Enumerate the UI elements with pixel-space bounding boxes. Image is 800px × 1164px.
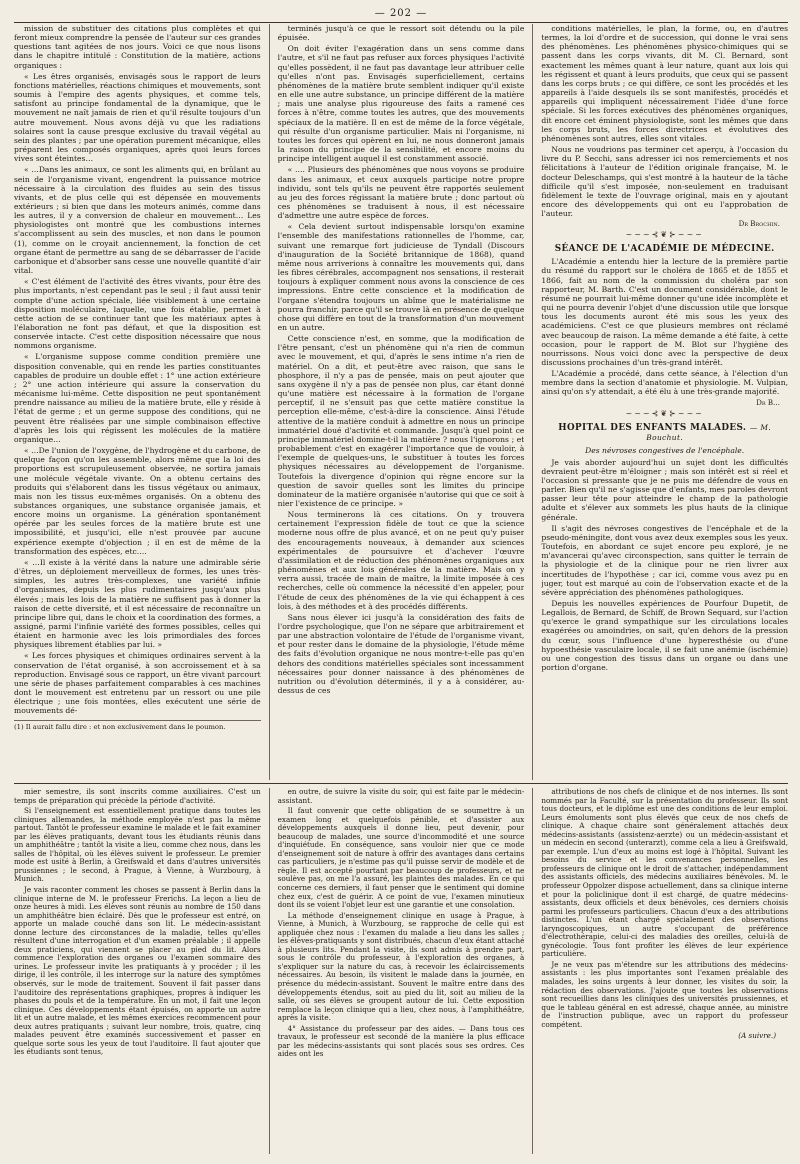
paragraph: Je ne veux pas m'étendre sur les attributions des médecins-assistants : les plus importantes sont l'examen préalable des malades, les soins urgents à leur donner, les visites du soir, la rédaction des observations. J'ajoute que toutes les observations sont recueillies dans les cliniques des universités prussiennes, et que le tableau général en est adressé, chaque année, au ministre de l'instruction publique, avec un rapport du professeur compétent. — [541, 959, 789, 1029]
section-subheading: Des névroses congestives de l'encéphale. — [585, 445, 745, 455]
signature-b: Dr B… — [756, 398, 781, 407]
paragraph: Nous terminerons là ces citations. On y trouvera certainement l'expression fidèle de tout ce que la science moderne nous offre de plus avancé, et on ne peut qu'y puiser des encouragements nouveaux, à demander aux sciences expérimentales de poursuivre et d'achever l'œuvre d'assimilation et de réduction des phénomènes organiques aux phénomènes et aux lois générales de la matière. Mais on y verra aussi, tracée de main de maître, la limite imposée à ces recherches, celle où commence la nécessité d'en appeler, pour l'étude de ceux des phénomènes de la vie qui échappent à ces lois, à des méthodes et à des procédés différents. — [277, 510, 525, 611]
lower-column-3 — [541, 788, 788, 1154]
paragraph: « …De l'union de l'oxygène, de l'hydrogène et du carbone, de quelque façon qu'on les assemble, alors même que la loi des proportions est scrupuleusement observée, ne sortira jamais une molécule végétale vivante. On a obtenu certains des produits qui s'élaborent dans les tissus végétaux ou animaux, mais non les tissus eux-mêmes organisés. On a obtenu des substances organiques, une substance organisée jamais, et encore moins un organisme. La génération spontanément opérée par les seules forces de la matière brute est une impossibilité, et jusqu'ici, elle n'est prouvée par aucune expérience exempte d'objection ; il en est de même de la transformation des espèces, etc.… — [14, 446, 261, 556]
column-divider — [532, 24, 533, 780]
footnote: (1) Il aurait fallu dire : et non exclusivement dans le poumon. — [14, 720, 261, 731]
paragraph: La méthode d'enseignement clinique en usage à Prague, à Vienne, à Munich, à Wurzbourg, se rapproche de celle qui est appliquée chez nous : l'examen du malade a lieu dans les salles ; les élèves-pratiquants y sont distribués, chacun d'eux étant attaché à plusieurs lits. Pendant la visite, ils sont admis à prendre part, sous le contrôle du professeur, à l'exploration des organes, à s'expliquer sur la nature du cas, à recevoir les éclaircissements nécessaires. Au besoin, ils visitent le malade dans la journée, en présence du médecin-assistant. Souvent le maître entre dans des développements étendus, soit au pied du lit, soit au milieu de la salle, où ses élèves se groupent autour de lui. Cette exposition remplace la leçon clinique qui a lieu, chez nous, à l'amphithéâtre, après la visite. — [277, 910, 525, 1023]
section-heading-academie: SÉANCE DE L'ACADÉMIE DE MÉDECINE. — [554, 244, 775, 255]
paragraph: mier semestre, ils sont inscrits comme auxiliaires. C'est un temps de préparation qui précède la période d'activité. — [14, 788, 261, 805]
paragraph: mission de substituer des citations plus complètes et qui feront mieux comprendre la pensée de l'auteur sur ces grandes questions tant agitées de nos jours. Voici ce que nous lisons dans le chapitre intitulé : Constitution de la matière, actions organiques : — [14, 24, 261, 70]
paragraph: « Cela devient surtout indispensable lorsqu'on examine l'ensemble des manifestations rationnelles de l'homme, car, suivant une remarque fort judicieuse de Tyndall (Discours d'inauguration de la Société britannique de 1868), quand même nous arriverions à connaître les mouvements qui, dans les fibres cérébrales, accompagnent nos sensations, il resterait toujours à expliquer comment nous avons la conscience de ces impressions. Entre cette conscience et la modification de l'organe s'étendra toujours un abîme que le matérialisme ne pourra franchir, parce qu'il se trouve là en présence de quelque chose qui diffère en tout de la transformation d'un mouvement en un autre. — [277, 222, 525, 332]
paragraph: On doit éviter l'exagération dans un sens comme dans l'autre, et s'il ne faut pas refuser aux forces physiques l'activité qu'elles possèdent, il ne faut pas davantage leur attribuer celle qu'elles n'ont pas. Envisagés superficiellement, certains phénomènes de la matière brute semblent indiquer qu'il existe en elle une autre substance, un principe différent de la matière ; mais une analyse plus rigoureuse des faits a ramené ces forces à n'être, comme toutes les autres, que des mouvements spéciaux de la matière. Il en est de même de la force végétale, qui résulte d'un organisme particulier. Mais ni l'organisme, ni toutes les forces qui opèrent en lui, ne nous donneront jamais la raison du principe de la sensibilité, et encore moins du principe intelligent auquel il est constamment associé. — [277, 44, 525, 164]
heading-author: — M. Bouchut. — [646, 422, 772, 442]
paragraph: « Les êtres organisés, envisagés sous le rapport de leurs fonctions matérielles, réactions chimiques et mouvements, sont soumis à l'empire des agents physiques, et comme tels, satisfont au principe fondamental de la dynamique, que le mouvement ne naît jamais de rien et qu'il résulte toujours d'un autre mouvement. Nous avons déjà vu que les radiations solaires sont la cause presque exclusive du travail végétal au sein des plantes ; par une opération purement mécanique, elles préparent les composés organiques, après quoi leurs forces vives sont éteintes… — [14, 71, 261, 164]
paragraph: Cette conscience n'est, en somme, que la modification de l'être pensant, c'est un phénomène qui n'a rien de commun avec le mouvement, et qui, d'après le sens intime n'a rien de matériel. On a dit, et peut-être avec raison, que sans le phosphore, il n'y a pas de pensée, mais on peut ajouter que sans oxygène il n'y a pas de pensée non plus, car étant donné qu'une matière est nécessaire à la formation de l'organe perceptif, il ne s'ensuit pas que cette matière constitue la perception elle-même, c'est-à-dire la conscience. Ainsi l'étude attentive de la matière conduit à admettre en nous un principe immatériel doué d'activité et commande. Jusqu'à quel point ce principe immatériel domine-t-il la matière ? nous l'ignorons ; et probablement c'est en exagérer l'importance que de vouloir, à l'exemple de quelques-uns, le substituer à toutes les forces physiques nécessaires au développement de l'organisme. Toutefois la divergence d'opinion qui règne encore sur la question de savoir quelles sont les limites du principe dominateur de la matière organisée n'autorise qui que ce soit à nier l'existence de ce principe. » — [277, 334, 525, 508]
lower-section — [14, 788, 788, 1154]
paragraph: Nous ne voudrions pas terminer cet aperçu, à l'occasion du livre du P. Secchi, sans adresser ici nos remerciements et nos félicitations à l'auteur de l'édition originale française, M. le docteur Deleschamps, qui s'est montré à la hauteur de la tâche difficile qu'il s'est imposée, non-seulement en traduisant fidèlement le texte de l'ouvrage original, mais en y ajoutant encore des développements qui ont eu l'approbation de l'auteur. — [541, 145, 789, 219]
paragraph: « …Il existe à la vérité dans la nature une admirable série d'êtres, un déploiement merveilleux de formes, les unes très-simples, les autres très-complexes, une variété infinie d'organismes, depuis les plus rudimentaires jusqu'aux plus élevés ; mais les lois de la matière ne suffisent pas à donner la raison de cette diversité, et il est nécessaire de reconnaître un principe libre qui, dans le choix et la coordination des formes, a assigné, parmi l'infinie variété des formes possibles, celles qui étaient en harmonie avec les lois primordiales des forces physiques librement établies par lui. » — [14, 557, 261, 650]
paragraph: en outre, de suivre la visite du soir, qui est faite par le médecin-assistant. — [277, 788, 525, 805]
heading-title: HOPITAL DES ENFANTS MALADES. — [558, 422, 747, 433]
paragraph: conditions matérielles, le plan, la forme, ou, en d'autres termes, la loi d'ordre et de succession, qui donne le vrai sens des phénomènes. Les phénomènes physico-chimiques qui se passent dans les corps vivants, dit M. Cl. Bernard, sont exactement les mêmes quant à leur nature, quant aux lois qui les régissent et quant à leurs produits, que ceux qui se passent dans les corps bruts ; ce qui diffère, ce sont les procédés et les appareils à l'aide desquels ils se sont manifestés, procédés et appareils qui impliquent nécessairement l'idée d'une force spéciale. Si les forces exécutives des phénomènes organiques, dit encore cet éminent physiologiste, sont les mêmes que dans les corps bruts, les forces directrices et évolutives des phénomènes sont autres, elles sont vitales. — [541, 24, 789, 143]
to-be-continued: (A suivre.) — [738, 1031, 777, 1041]
paragraph: 4° Assistance du professeur par des aides. — Dans tous ces travaux, le professeur est secondé de la manière la plus efficace par les médecins-assistants qui sont placés sous ses ordres. Ces aides ont les — [277, 1023, 525, 1059]
feuilleton-rule — [14, 783, 788, 784]
paragraph: Je vais aborder aujourd'hui un sujet dont les difficultés devraient peut-être m'éloigner ; mais son intérêt est si réel et l'occasion si pressante que je ne puis me défendre de vous en parler. Bien qu'il ne s'agisse que d'enfants, mes paroles devront passer leur tête pour atteindre le champ de la pathologie adulte et s'élever aux sommets les plus hauts de la clinique générale. — [541, 457, 789, 522]
signature-brochin: Dr Brochin. — [738, 220, 781, 229]
newspaper-page — [14, 8, 788, 1156]
column-divider — [532, 788, 533, 1154]
paragraph: « …. Plusieurs des phénomènes que nous voyons se produire dans les animaux, et ceux auxquels participe notre propre individu, sont tels qu'ils ne peuvent être rapportés seulement au jeu des forces régissant la matière brute ; donc partout où ces phénomènes se traduisent à nous, il est nécessaire d'admettre une autre espèce de forces. — [277, 165, 525, 221]
column-3 — [541, 24, 788, 780]
page-number: — 202 — — [374, 8, 428, 19]
paragraph: Il s'agit des névroses congestives de l'encéphale et de la pseudo-méningite, dont vous avez deux exemples sous les yeux. Toutefois, en abordant ce sujet encore peu exploré, je ne m'avancerai qu'avec circonspection, sans quitter le terrain de la physiologie et de la clinique pour ne rien livrer aux incertitudes de l'hypothèse ; car ici, comme vous avez pu en juger, tout est marqué au coin de l'observation exacte et de la sévère appréciation des phénomènes pathologiques. — [541, 523, 789, 597]
ornament-divider: ~~~⊰❦⊱~~~ — [625, 230, 704, 240]
column-2 — [278, 24, 525, 780]
paragraph: terminés jusqu'à ce que le ressort soit détendu ou la pile épuisée. — [277, 24, 525, 43]
ornament-divider: ~~~⊰❦⊱~~~ — [625, 408, 704, 418]
paragraph: « Les forces physiques et chimiques ordinaires servent à la conservation de l'état organisé, à son accroissement et à sa reproduction. Envisagé sous ce rapport, un être vivant parcourt une série de phases parfaitement comparables à ces machines dont le mouvement est entretenu par un ressort ou une pile électrique ; une fois montées, elles exécutent une série de mouvements dé- — [14, 651, 261, 716]
column-divider — [269, 788, 270, 1154]
paragraph: Il faut convenir que cette obligation de se soumettre à un examen long et quelquefois pénible, et d'assister aux développements auxquels il donne lieu, peut devenir, pour beaucoup de malades, une source d'incommodité et une source d'inquiétude. En conséquence, sans vouloir nier que ce mode d'enseignement soit de nature à offrir des avantages dans certains cas particuliers, je n'estime pas qu'il puisse servir de modèle et de règle. Il est accepté pourtant par beaucoup de professeurs, et ne soulève pas, on me l'a assuré, les plaintes des malades. En ce qui concerne ces derniers, il faut penser que le sentiment qui domine chez eux, c'est de guérir. A ce point de vue, l'examen minutieux dont ils se voient l'objet leur est une garantie et une consolation. — [277, 806, 525, 910]
paragraph: « L'organisme suppose comme condition première une disposition convenable, qui en rende les parties constituantes capables de produire un double effet : 1° une action extérieure ; 2° une action intérieure qui assure la conservation du mécanisme lui-même. Cette disposition ne peut spontanément prendre naissance au milieu de la matière brute, elle y réside à l'état de germe ; et un germe suppose des conditions, qui ne peuvent être réalisées par une simple combinaison effective d'après les lois qui régissent les molécules de la matière organique… — [14, 352, 261, 444]
top-rule — [14, 22, 788, 23]
lower-column-2 — [278, 788, 525, 1154]
paragraph: attributions de nos chefs de clinique et de nos internes. Ils sont nommés par la Faculté, sur la présentation du professeur. Ils sont tous docteurs, et le diplôme est une des conditions de leur emploi. Leurs émoluments sont plus élevés que ceux de nos chefs de clinique. A chaque chaire sont généralement attachés deux médecins-assistants (assistenz-aerzte) ou un médecin-assistant et un médecin en second (unterarzt), comme cela a lieu à Greifswald, par exemple. L'un d'eux au moins est logé à l'hôpital. Suivant les besoins du service et les convenances personnelles, les professeurs de clinique ont le droit de s'attacher, indépendamment des assistants officiels, des médecins auxiliaires bénévoles. M. le professeur Oppolzer dispose actuellement, dans sa clinique interne et pour la policlinique dont il est chargé, de quatre médecins-assistants, deux officiels et deux bénévoles, ces derniers choisis parmi les professeurs particuliers. Chacun d'eux a des attributions distinctes. L'un étant chargé spécialement des observations laryngoscopiques, un autre s'occupant de préférence d'électrothérapie, celui-ci des maladies des oreilles, celui-là de gynécologie. Tous font profiter les élèves de leur expérience particulière. — [541, 788, 789, 959]
paragraph: L'Académie a entendu hier la lecture de la première partie du résumé du rapport sur le choléra de 1865 et de 1855 et 1866, fait au nom de la commission du choléra par son rapporteur, M. Barth. C'est un document considérable, dont le résumé ne pourrait lui-même donner qu'une idée incomplète et qui ne pourra devenir l'objet d'une discussion utile que lorsque tous les documents auront été mis sous les yeux des académiciens. C'est ce que plusieurs membres ont réclamé avec beaucoup de raison. La même demande a été faite, à cette occasion, pour le rapport de M. Blot sur l'hygiène des nourrissons. Nous voici donc avec la perspective de deux discussions prochaines d'un très-grand intérêt. — [541, 257, 789, 367]
paragraph: « …Dans les animaux, ce sont les aliments qui, en brûlant au sein de l'organisme vivant, engendrent la puissance motrice nécessaire à la circulation des fluides au sein des tissus vivants, et de plus celle qui est dépensée en mouvements extérieurs ; si bien que dans les moteurs animés, comme dans les autres, il y a conversion de chaleur en mouvement… Les physiologistes ont montré que les combustions internes s'accomplissent au sein des muscles, et non dans le poumon (1), comme on le croyait anciennement, la fonction de cet organe étant de permettre au sang de se débarrasser de l'acide carbonique et d'absorber sans cesse une nouvelle quantité d'air vital. — [14, 165, 261, 276]
column-divider — [269, 24, 270, 780]
paragraph: Si l'enseignement est essentiellement pratique dans toutes les cliniques allemandes, la méthode employée n'est pas la même partout. Tantôt le professeur examine le malade et le fait examiner par les élèves pratiquants, devant tous les étudiants réunis dans un amphithéâtre ; tantôt la visite a lieu, comme chez nous, dans les salles de l'hôpital, où les élèves suivent le professeur. Le premier mode est usité à Berlin, à Greifswald et dans d'autres universités prussiennes ; le second, à Prague, à Vienne, à Wurzbourg, à Munich. — [14, 806, 261, 884]
lower-column-1 — [14, 788, 261, 1154]
upper-section — [14, 24, 788, 780]
paragraph: « C'est élément de l'activité des êtres vivants, pour être des plus importants, n'est cependant pas le seul ; il faut aussi tenir compte d'une action spéciale, liée visiblement à une certaine disposition moléculaire, laquelle, une fois établie, permet à cette action de se continuer tant que les matériaux aptes à l'élaboration ne font pas défaut, et que la disposition est conservée intacte. C'est cette disposition nécessaire que nous nommons organisme. — [14, 277, 261, 351]
paragraph: L'Académie a procédé, dans cette séance, à l'élection d'un membre dans la section d'anatomie et physiologie. M. Vulpian, ainsi qu'on s'y attendait, a été élu à une très-grande majorité. — [541, 369, 789, 397]
paragraph: Sans nous élever ici jusqu'à la considération des faits de l'ordre psychologique, que l'on ne sépare que arbitrairement et par une abstraction volontaire de l'étude de l'organisme vivant, et pour rester dans le domaine de la physiologie, l'étude même des faits d'évolution organique ne nous montre-t-elle pas qu'en dehors des conditions matérielles spéciales sont incessamment nécessaires pour donner naissance à des phénomènes de nutrition ou d'évolution déterminés, il y a à considérer, au-dessus de ces — [277, 612, 525, 696]
section-heading-hopital — [541, 423, 788, 443]
column-1 — [14, 24, 261, 780]
paragraph: Depuis les nouvelles expériences de Pourfour Dupetit, de Legallois, de Bernard, de Schiff, de Brown Sequard, sur l'action qu'exerce le grand sympathique sur les circulations locales exagérées ou amoindries, on sait, qu'en dehors de la pression du cœur, sous l'influence d'une hyperesthésie ou d'une hypoesthésie vasculaire locale, il se fait une anémie (ischémie) ou une congestion des tissus dans un organe ou dans une portion d'organe. — [541, 598, 789, 673]
paragraph: Je vais raconter comment les choses se passent à Berlin dans la clinique interne de M. le professeur Frerichs. La leçon a lieu de onze heures à midi. Les élèves sont réunis au nombre de 150 dans un amphithéâtre bien éclairé. Dès que le professeur est entré, on apporte un malade couché dans son lit. Le médecin-assistant donne lecture des circonstances de la maladie, telles qu'elles résultent d'une interrogation et d'un examen préalable ; il appelle deux praticiens, qui viennent se placer au pied du lit. Alors commence l'exploration des organes ou l'examen sommaire des urines. Le professeur invite les pratiquants à y procéder ; il les dirige, il les contrôle, il les interroge sur la nature des symptômes observés, sur le mode de traitement. Souvent il fait passer dans l'auditoire des représentations graphiques, propres à indiquer les phases du pouls et de la température. En un mot, il fait une leçon clinique. Ces développements étant épuisés, on apporte un autre lit et un autre malade, et les mêmes exercices recommencent pour deux autres pratiquants ; suivant leur nombre, trois, quatre, cinq malades peuvent être examinés successivement et passer en quelque sorte sous les yeux de tout l'auditoire. Il faut ajouter que les étudiants sont tenus, — [14, 885, 261, 1057]
